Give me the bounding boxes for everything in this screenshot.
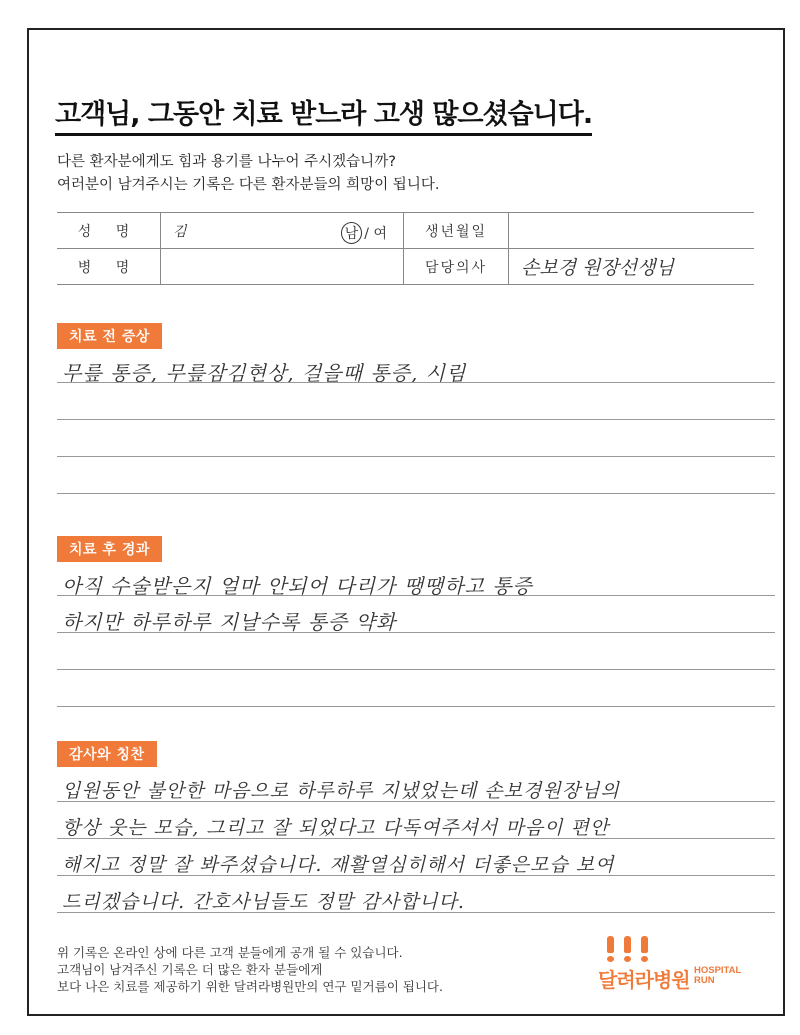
info-row-1 xyxy=(57,213,754,249)
patient-info-table xyxy=(57,212,754,285)
intro-line-2: 여러분이 남겨주시는 기록은 다른 환자분들의 희망이 됩니다. xyxy=(57,177,440,193)
after-text-line-1: 아직 수술받은지 얼마 안되어 다리가 땡땡하고 통증 xyxy=(62,574,533,598)
thanks-text-line-4: 드리겠습니다. 간호사님들도 정말 감사합니다. xyxy=(62,891,465,913)
thanks-text-line-2: 항상 웃는 모습, 그리고 잘 되었다고 다독여주셔서 마음이 편안 xyxy=(62,817,610,839)
rule xyxy=(57,801,775,802)
section-label-after: 치료 후 경과 xyxy=(57,536,162,562)
page-title: 고객님, 그동안 치료 받느라 고생 많으셨습니다. xyxy=(55,92,592,136)
after-text-line-2: 하지만 하루하루 지날수록 통증 약화 xyxy=(62,610,397,634)
hospital-logo xyxy=(598,936,768,996)
thanks-text-line-3: 해지고 정말 잘 봐주셨습니다. 재활열심히해서 더좋은모습 보여 xyxy=(62,854,615,876)
logo-english-line-1: HOSPITAL xyxy=(694,965,742,976)
footer-line-1: 위 기록은 온라인 상에 다른 고객 분들에게 공개 될 수 있습니다. xyxy=(57,945,403,960)
exclamation-marks-icon xyxy=(606,936,649,962)
section-label-thanks: 감사와 칭찬 xyxy=(57,741,157,767)
logo-english xyxy=(694,966,741,986)
disease-value xyxy=(161,249,404,285)
footer-line-3: 보다 나은 치료를 제공하기 위한 달려라병원만의 연구 밑거름이 됩니다. xyxy=(57,979,443,994)
rule xyxy=(57,493,775,494)
rule xyxy=(57,595,775,596)
section-label-before: 치료 전 증상 xyxy=(57,323,162,349)
doctor-value: 손보경 원장선생님 xyxy=(509,249,755,285)
name-value: 김 xyxy=(173,223,187,240)
doctor-label: 담당의사 xyxy=(404,249,509,285)
name-field xyxy=(161,213,404,249)
footer-line-2: 고객님이 남겨주신 기록은 더 많은 환자 분들에게 xyxy=(57,962,323,977)
before-text-line-1: 무릎 통증, 무릎잠김현상, 걸을때 통증, 시림 xyxy=(62,361,467,385)
logo-english-line-2: RUN xyxy=(694,975,715,986)
gender-field xyxy=(341,222,397,244)
rule xyxy=(57,875,775,876)
intro-line-1: 다른 환자분에게도 힘과 용기를 나누어 주시겠습니까? xyxy=(57,154,396,170)
rule xyxy=(57,456,775,457)
info-row-2 xyxy=(57,249,754,285)
logo-name: 달려라병원 xyxy=(598,968,690,992)
rule xyxy=(57,838,775,839)
name-label: 성 명 xyxy=(57,213,161,249)
birth-value xyxy=(509,213,755,249)
rule xyxy=(57,632,775,633)
rule xyxy=(57,706,775,707)
gender-male: 남 xyxy=(341,222,363,244)
rule xyxy=(57,912,775,913)
thanks-text-line-1: 입원동안 불안한 마음으로 하루하루 지냈었는데 손보경원장님의 xyxy=(62,780,620,802)
birth-label: 생년월일 xyxy=(404,213,509,249)
rule xyxy=(57,669,775,670)
disease-label: 병 명 xyxy=(57,249,161,285)
rule xyxy=(57,419,775,420)
rule xyxy=(57,382,775,383)
gender-female: / 여 xyxy=(364,226,387,242)
